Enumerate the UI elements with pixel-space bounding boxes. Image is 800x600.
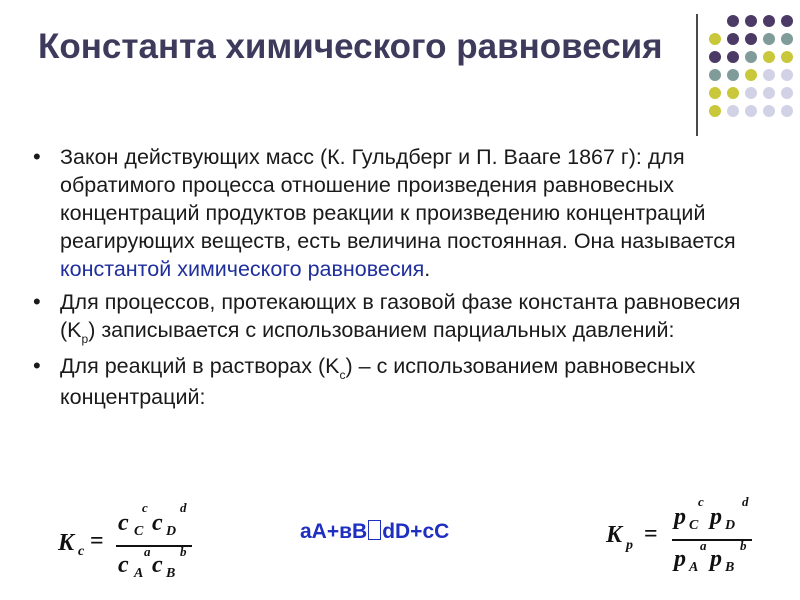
decorative-dot xyxy=(727,15,739,27)
kc-num-1-sub: C xyxy=(134,524,144,539)
kp-den-2-sym: p xyxy=(710,546,722,572)
kp-den-1-sym: p xyxy=(674,546,686,572)
bullet-item-solutions xyxy=(30,352,770,411)
decorative-dot xyxy=(763,105,775,117)
decorative-dot xyxy=(763,69,775,81)
decorative-dot xyxy=(745,69,757,81)
kc-num-2-sub: D xyxy=(166,524,177,539)
bullet-marker: • xyxy=(33,289,41,314)
kc-den-2-sup: b xyxy=(180,544,187,559)
kc-den-1-sup: a xyxy=(144,544,151,559)
slide-title: Константа химического равновесия xyxy=(38,27,663,66)
bullet-list xyxy=(30,143,770,416)
bullet-marker: • xyxy=(33,144,41,169)
decorative-dot xyxy=(763,87,775,99)
decorative-dot xyxy=(781,87,793,99)
subscript: p xyxy=(81,332,89,346)
decorative-dot xyxy=(709,105,721,117)
kc-den-2-sym: c xyxy=(152,552,163,578)
bullet-text: Для процессов, протекающих в газовой фазе константа равновесия (K xyxy=(60,290,741,342)
decorative-dot xyxy=(763,15,775,27)
bullet-marker: • xyxy=(33,353,41,378)
kc-num-1-sym: c xyxy=(118,510,129,536)
decorative-dot xyxy=(781,33,793,45)
decorative-dot xyxy=(709,87,721,99)
decorative-dot xyxy=(745,15,757,27)
bullet-item-gas-phase xyxy=(30,288,770,347)
kp-den-1-sup: a xyxy=(700,538,707,553)
kp-num-2-sym: p xyxy=(710,504,722,530)
decorative-dot xyxy=(745,33,757,45)
formula-kc-lhs-sub: c xyxy=(78,544,85,559)
decorative-dot xyxy=(727,69,739,81)
decorative-dot xyxy=(727,33,739,45)
reaction-right: dD+cC xyxy=(382,520,450,543)
bullet-text-end: ) записывается с использованием парциальных давлений: xyxy=(88,318,675,342)
kc-den-1-sym: c xyxy=(118,552,129,578)
bullet-text: Закон действующих масс (К. Гульдберг и П. Вааге 1867 г): для обратимого процесса отношение произведения равновесных концентраций продуктов реакции к произведению концентраций реагирующих веществ, есть величина постоянная. Она называется xyxy=(60,145,736,253)
decorative-dot xyxy=(781,69,793,81)
highlighted-term: константой химического равновесия xyxy=(60,257,425,281)
decorative-dot xyxy=(763,33,775,45)
formula-kp-equals: = xyxy=(644,521,658,547)
decorative-dot xyxy=(727,87,739,99)
kp-den-1-sub: A xyxy=(689,560,699,575)
decorative-dot xyxy=(709,69,721,81)
decorative-dot xyxy=(745,87,757,99)
bullet-item-law xyxy=(30,143,770,283)
kc-num-2-sup: d xyxy=(180,500,187,515)
kc-den-1-sub: A xyxy=(134,566,144,581)
decorative-dot xyxy=(709,51,721,63)
decorative-dot xyxy=(781,105,793,117)
decorative-dot xyxy=(763,51,775,63)
kp-num-2-sub: D xyxy=(725,518,736,533)
kp-num-1-sup: c xyxy=(698,494,704,509)
kc-den-2-sub: B xyxy=(166,566,176,581)
equilibrium-arrow-placeholder-icon xyxy=(368,520,381,540)
kp-num-2-sup: d xyxy=(742,494,749,509)
decorative-dot xyxy=(727,105,739,117)
formula-kc-equals: = xyxy=(90,528,104,554)
formula-kp-lhs: K xyxy=(606,522,623,548)
decorative-dot xyxy=(781,51,793,63)
bullet-text-end: ) – с использованием равновесных концентраций: xyxy=(60,354,696,409)
kc-num-1-sup: c xyxy=(142,500,148,515)
decorative-dot xyxy=(745,105,757,117)
subscript: c xyxy=(339,368,346,382)
formula-kc-lhs: K xyxy=(58,530,75,556)
bullet-text-end: . xyxy=(424,257,431,281)
decorative-dot xyxy=(727,51,739,63)
kp-num-1-sub: C xyxy=(689,518,699,533)
kp-den-2-sup: b xyxy=(740,538,747,553)
kc-num-2-sym: c xyxy=(152,510,163,536)
reaction-left: aA+вB xyxy=(300,520,368,543)
decorative-dot xyxy=(745,51,757,63)
formula-kp-lhs-sub: p xyxy=(626,538,633,553)
bullet-text: Для реакций в растворах (K xyxy=(60,354,340,378)
decorative-dot-grid xyxy=(0,0,800,140)
decorative-dot xyxy=(781,15,793,27)
decorative-dot xyxy=(709,33,721,45)
kp-num-1-sym: p xyxy=(674,504,686,530)
kp-den-2-sub: B xyxy=(725,560,735,575)
reaction-equation xyxy=(300,520,449,544)
